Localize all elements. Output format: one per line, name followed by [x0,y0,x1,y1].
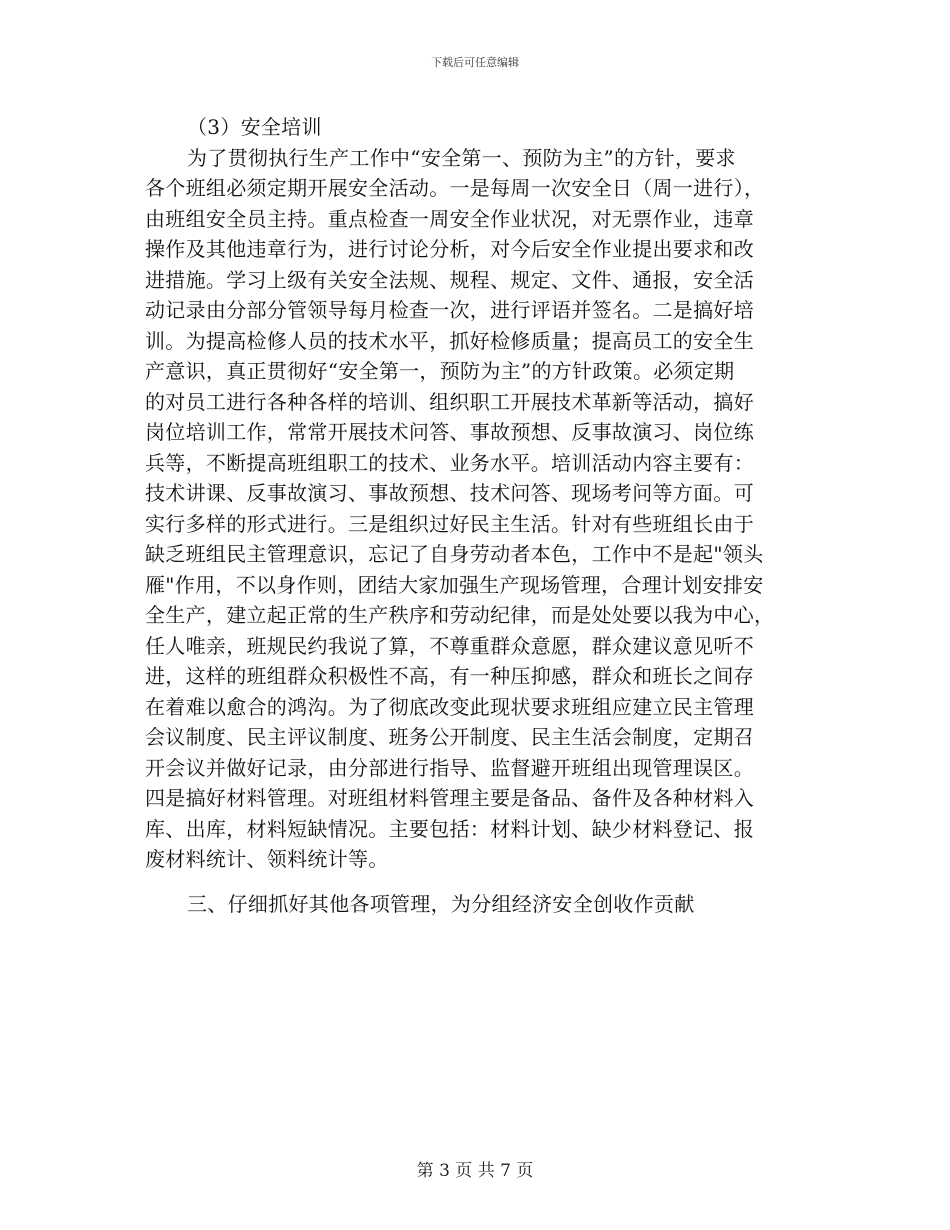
paragraph-line: 技术讲课、反事故演习、事故预想、技术问答、现场考问等方面。可 [145,481,754,505]
paragraph-line: 操作及其他违章行为，进行讨论分析，对今后安全作业提出要求和改 [145,237,754,261]
paragraph-line: 雁"作用，不以身作则，团结大家加强生产现场管理，合理计划安排安 [145,572,764,597]
paragraph-line: 训。为提高检修人员的技术水平，抓好检修质量；提高员工的安全生 [145,328,754,353]
paragraph-line: 实行多样的形式进行。三是组织过好民主生活。针对有些班组长由于 [145,511,754,536]
paragraph-line: 兵等，不断提高班组职工的技术、业务水平。培训活动内容主要有： [145,450,754,475]
document-body [145,112,800,919]
paragraph-line: 在着难以愈合的鸿沟。为了彻底改变此现状要求班组应建立民主管理 [145,694,754,719]
paragraph-line: 四是搞好材料管理。对班组材料管理主要是备品、备件及各种材料入 [145,786,754,810]
paragraph-line: 各个班组必须定期开展安全活动。一是每周一次安全日（周一进行）， [145,176,765,200]
paragraph-line: 开会议并做好记录，由分部进行指导、监督避开班组出现管理误区。 [145,755,754,780]
paragraph-line: 会议制度、民主评议制度、班务公开制度、民主生活会制度，定期召 [145,725,754,749]
section-heading: 三、仔细抓好其他各项管理，为分组经济安全创收作贡献 [187,891,695,916]
paragraph-line: 缺乏班组民主管理意识，忘记了自身劳动者本色，工作中不是起"领头 [145,542,764,566]
paragraph-line: 产意识，真正贯彻好“安全第一，预防为主”的方针政策。必须定期 [145,359,735,383]
paragraph-line: 进措施。学习上级有关安全法规、规程、规定、文件、通报，安全活 [145,267,754,292]
paragraph-line: 库、出库，材料短缺情况。主要包括：材料计划、缺少材料登记、报 [145,816,754,841]
paragraph-line: 由班组安全员主持。重点检查一周安全作业状况，对无票作业，违章 [145,206,754,231]
paragraph-line: 进，这样的班组群众积极性不高，有一种压抑感，群众和班长之间存 [145,664,754,688]
page-number: 第 3 页 共 7 页 [416,1161,534,1181]
subsection-heading: （3）安全培训 [187,115,322,139]
paragraph-line: 岗位培训工作，常常开展技术问答、事故预想、反事故演习、岗位练 [145,420,754,444]
paragraph-line: 动记录由分部分管领导每月检查一次，进行评语并签名。二是搞好培 [145,298,754,322]
paragraph-line: 全生产，建立起正常的生产秩序和劳动纪律，而是处处要以我为中心， [145,603,775,627]
page-header: 下载后可任意编辑 [431,56,519,69]
paragraph-line: 废材料统计、领料统计等。 [145,847,389,871]
paragraph-line: 为了贯彻执行生产工作中“安全第一、预防为主”的方针，要求 [187,145,736,170]
paragraph-line: 任人唯亲，班规民约我说了算，不尊重群众意愿，群众建议意见听不 [145,633,754,658]
paragraph-line: 的对员工进行各种各样的培训、组织职工开展技术革新等活动，搞好 [145,389,754,414]
